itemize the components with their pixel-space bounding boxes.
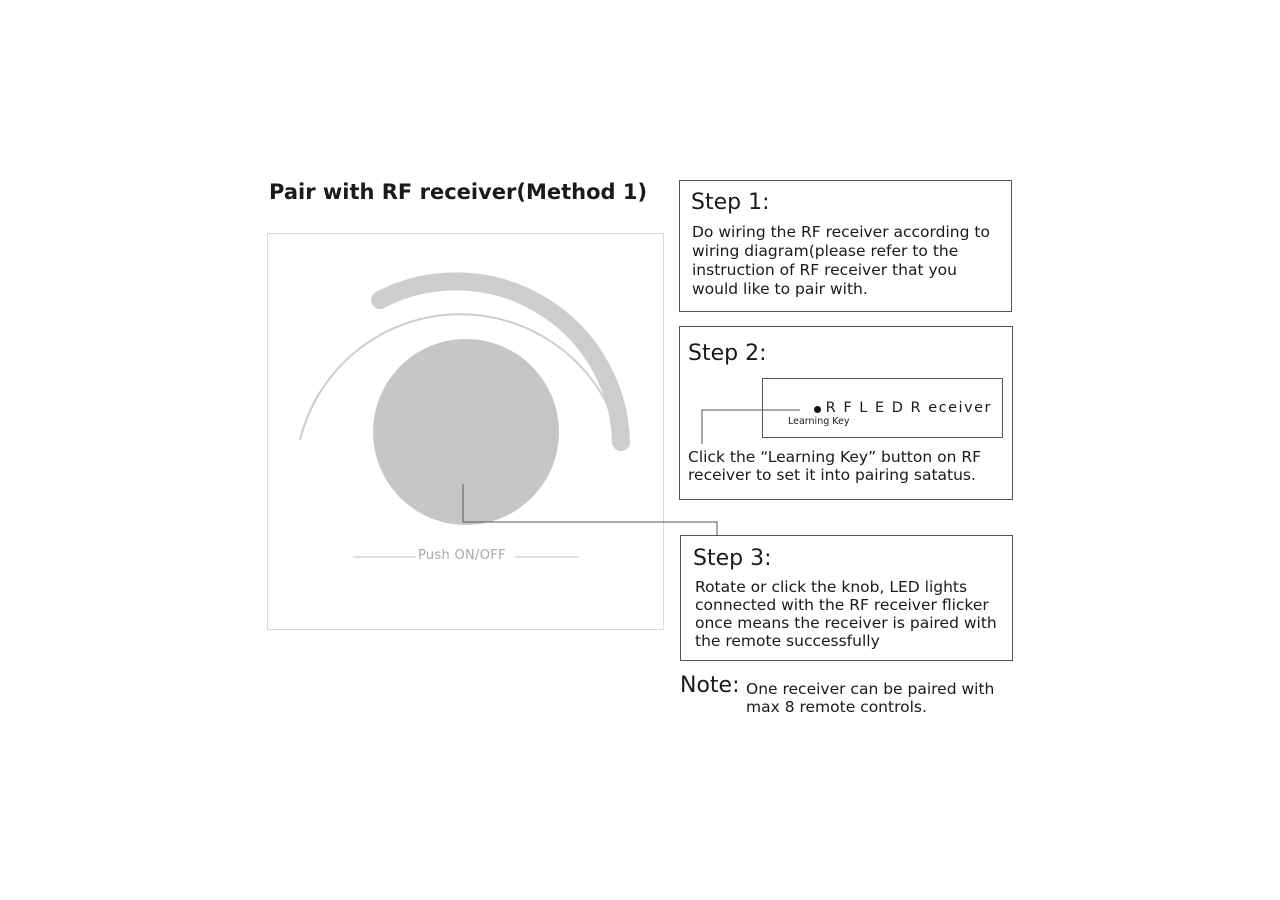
step-2-title: Step 2: (688, 341, 767, 366)
step-1-box (679, 180, 1012, 312)
step-3-text: Rotate or click the knob, LED lights connected with the RF receiver flicker once means the receiver is paired with the remote successfully (695, 578, 997, 650)
page-title: Pair with RF receiver(Method 1) (269, 180, 648, 204)
step-3-box (680, 535, 1013, 661)
note-title: Note: (680, 673, 740, 698)
receiver-label: R F L E D R eceiver (825, 400, 992, 416)
push-on-off-label: Push ON/OFF (418, 548, 506, 563)
note-text: One receiver can be paired with max 8 remote controls. (746, 680, 995, 716)
step-1-title: Step 1: (691, 190, 770, 215)
step-1-text: Do wiring the RF receiver according to wiring diagram(please refer to the instruction of RF receiver that you would like to pair with. (692, 223, 990, 298)
learning-key-label: Learning Key (788, 416, 850, 427)
step-2-text: Click the “Learning Key” button on RF receiver to set it into pairing satatus. (688, 448, 982, 484)
remote-device-panel (267, 233, 664, 630)
learning-key-dot-icon (814, 406, 821, 413)
step-3-title: Step 3: (693, 546, 772, 571)
step-2-box (679, 326, 1013, 500)
rf-led-receiver-box (762, 378, 1003, 438)
